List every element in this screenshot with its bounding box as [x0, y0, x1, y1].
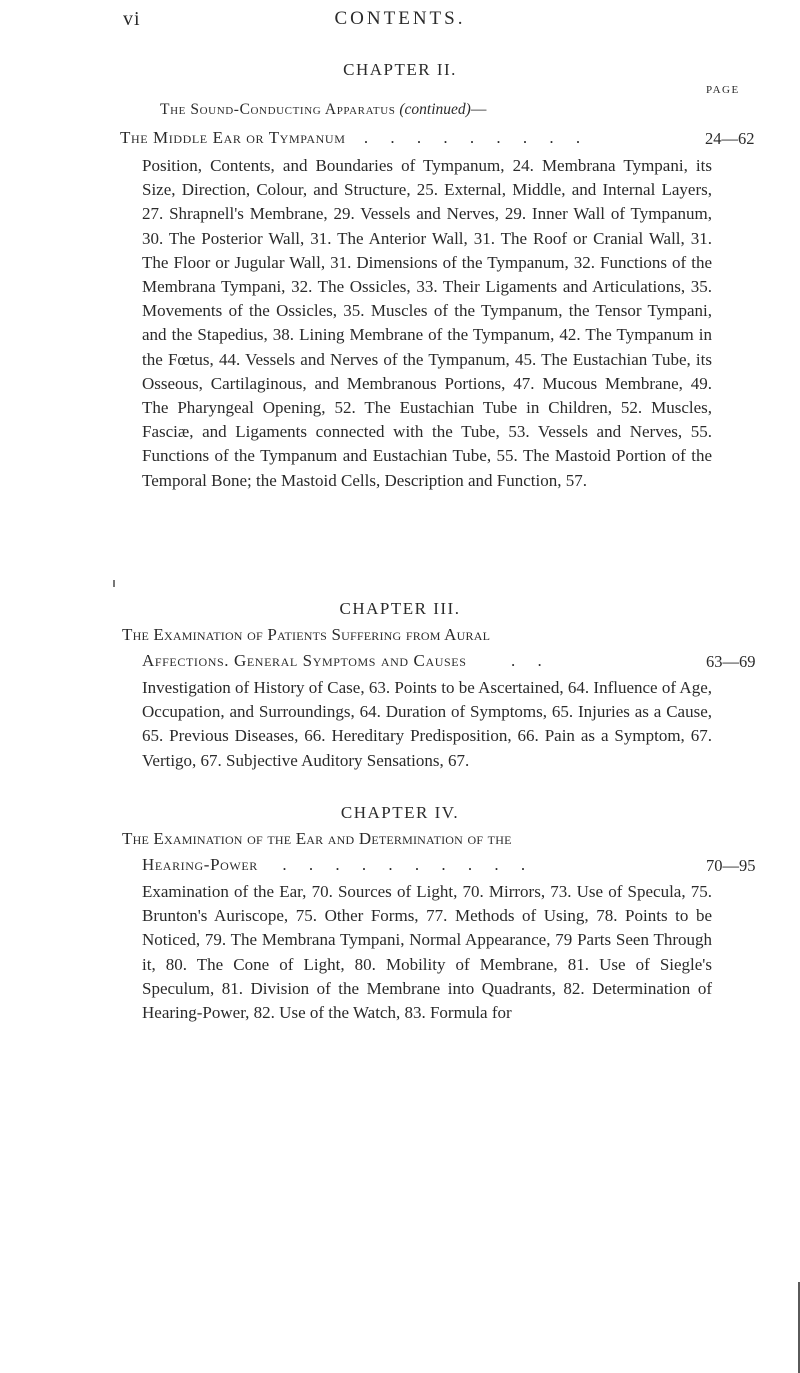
- chapter-3-title-line-1: The Examination of Patients Suffering from Aural: [122, 625, 491, 644]
- chapter-3-title-line-2-text: Affections. General Symptoms and Causes: [142, 651, 467, 670]
- chapter-4-page-range: 70—95: [706, 856, 756, 875]
- chapter-2-heading: CHAPTER II.: [343, 60, 457, 79]
- running-head: [0, 8, 800, 32]
- chapter-3-body: Investigation of History of Case, 63. Points to be Ascertained, 64. Influence of Age, Occupation, and Surroundings, 64. Duration of Symptoms, 65. Injuries as a Cause, 65. Previous Diseases, 66. Hereditary Predisposition, 66. Pain as a Symptom, 67. Vertigo, 67. Subjective Auditory Sensations, 67.: [142, 678, 712, 770]
- chapter-3-page-range: 63—69: [706, 652, 756, 671]
- subheading-dash: —: [470, 101, 487, 118]
- chapter-4-leaders: . . . . . . . . . .: [282, 855, 535, 874]
- page-column-label: PAGE: [706, 84, 740, 96]
- chapter-4-body: Examination of the Ear, 70. Sources of Light, 70. Mirrors, 73. Use of Specula, 75. Brunton's Auriscope, 75. Other Forms, 77. Methods of Using, 78. Points to be Noticed, 79. The Membrana Tympani, Normal Appearance, 79 Parts Seen Through it, 80. The Cone of Light, 80. Mobility of Membrane, 81. Use of Siegle's Speculum, 81. Division of the Membrane into Quadrants, 82. Determination of Hearing-Power, 82. Use of the Watch, 83. Formula for: [142, 882, 712, 1023]
- chapter-2-subheading: [160, 101, 486, 119]
- page-folio: vi: [123, 8, 141, 30]
- chapter-2-page-range: 24—62: [705, 129, 755, 148]
- margin-mark: [113, 580, 115, 587]
- chapter-3-leaders: . .: [510, 651, 551, 670]
- chapter-4-title-line-2: [142, 855, 534, 875]
- subheading-continued: (continued): [399, 101, 471, 118]
- entry-leaders: . . . . . . . . .: [363, 128, 590, 147]
- chapter-2-entry: [120, 128, 589, 148]
- chapter-4-title-line-1: The Examination of the Ear and Determination of the: [122, 829, 512, 848]
- subheading-main: The Sound-Conducting Apparatus: [160, 101, 396, 118]
- running-title: CONTENTS.: [334, 8, 466, 29]
- chapter-3-heading: CHAPTER III.: [339, 599, 461, 618]
- chapter-4-title-line-2-text: Hearing-Power: [142, 855, 258, 874]
- chapter-4-heading: CHAPTER IV.: [340, 803, 460, 822]
- chapter-3-title-line-2: [142, 651, 551, 671]
- chapter-2-body: Position, Contents, and Boundaries of Tympanum, 24. Membrana Tympani, its Size, Direction, Colour, and Structure, 25. External, Middle, and Internal Layers, 27. Shrapnell's Membrane, 29. Vessels and Nerves, 29. Inner Wall of Tympanum, 30. The Posterior Wall, 31. The Anterior Wall, 31. The Roof or Cranial Wall, 31. The Floor or Jugular Wall, 31. Dimensions of the Tympanum, 32. Functions of the Membrana Tympani, 32. The Ossicles, 33. Their Ligaments and Articulations, 35. Movements of the Ossicles, 35. Muscles of the Tympanum, the Tensor Tympani, and the Stapedius, 38. Lining Membrane of the Tympanum, 42. The Tympanum in the Fœtus, 44. Vessels and Nerves of the Tympanum, 45. The Eustachian Tube, its Osseous, Cartilaginous, and Membranous Portions, 47. Mucous Membrane, 49. The Pharyngeal Opening, 52. The Eustachian Tube in Children, 52. Muscles, Fasciæ, and Ligaments connected with the Tube, 53. Vessels and Nerves, 55. Functions of the Tympanum and Eustachian Tube, 55. The Mastoid Portion of the Temporal Bone; the Mastoid Cells, Description and Function, 57.: [142, 156, 712, 490]
- entry-title: The Middle Ear or Tympanum: [120, 128, 346, 147]
